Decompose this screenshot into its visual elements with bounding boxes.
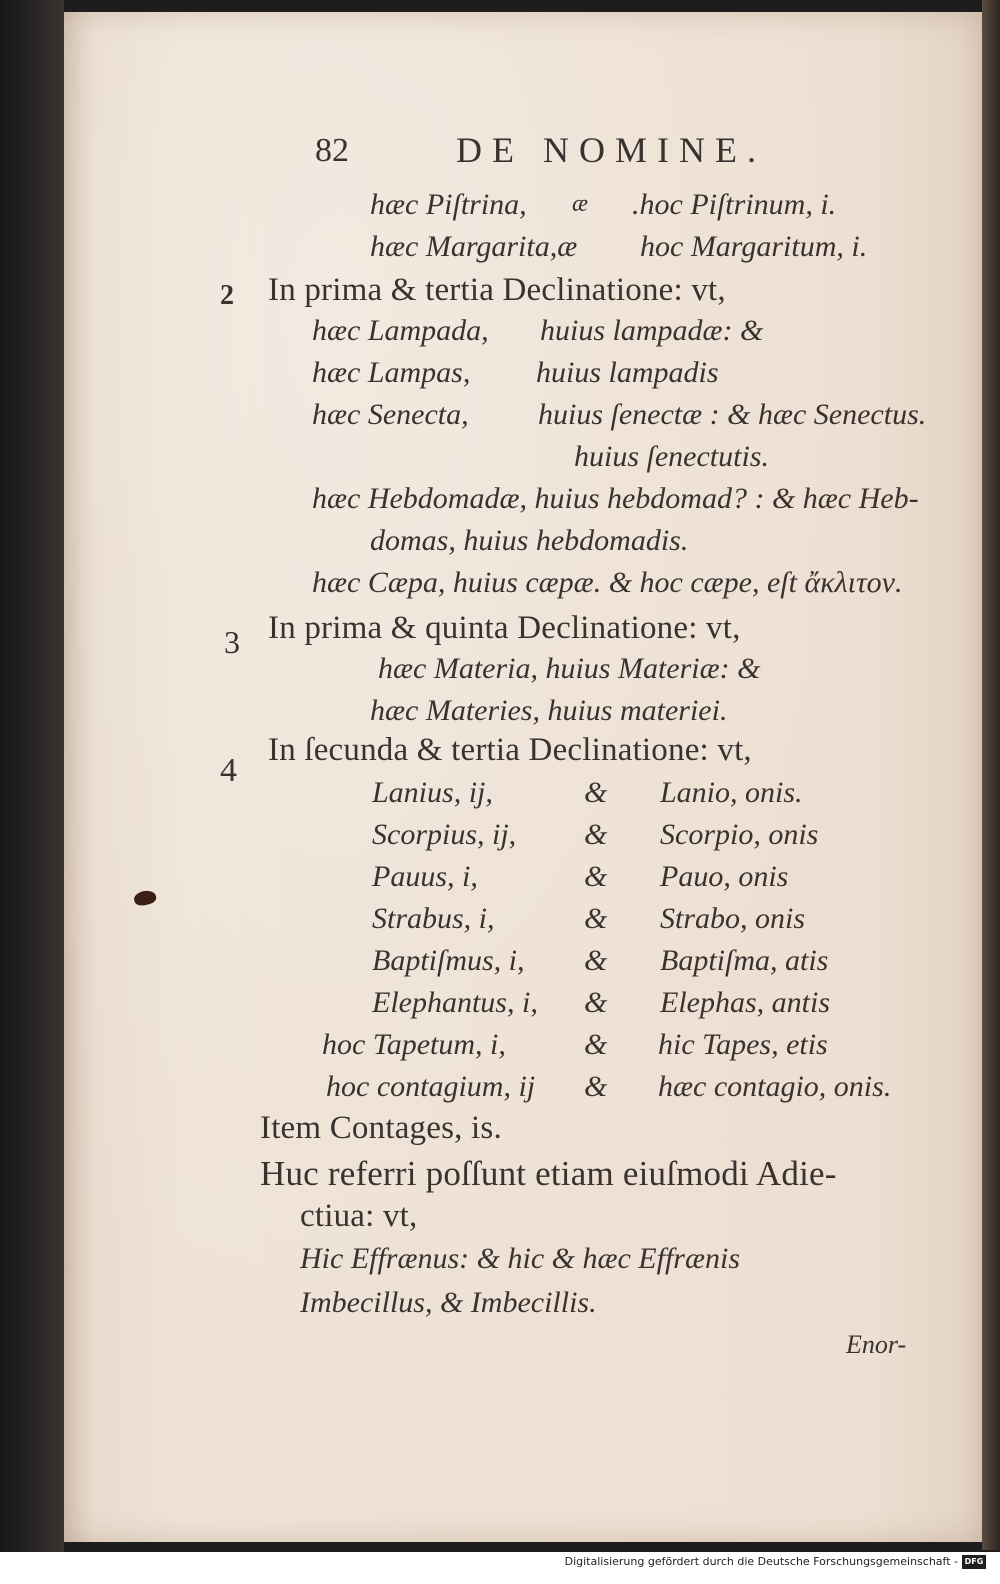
text-line: hæc Materies, huius materiei.: [370, 694, 728, 727]
text-line: .hoc Piſtrinum, i.: [632, 188, 837, 221]
table-cell: &: [584, 986, 608, 1019]
text-line: In ſecunda & tertia Declinatione: vt,: [268, 732, 752, 768]
catchword: Enor-: [846, 1330, 907, 1359]
table-cell: &: [584, 1070, 608, 1103]
table-cell: Pauus, i,: [372, 860, 478, 893]
table-cell: &: [584, 776, 608, 809]
page-number: 82: [315, 132, 349, 169]
text-line: domas, huius hebdomadis.: [370, 524, 689, 557]
table-cell: Baptiſmus, i,: [372, 944, 525, 977]
table-cell: &: [584, 902, 608, 935]
table-cell: Scorpio, onis: [660, 818, 819, 851]
text-line: In prima & quinta Declinatione: vt,: [268, 610, 741, 646]
table-cell: Elephas, antis: [660, 986, 830, 1019]
text-line: hæc Piſtrina,: [370, 188, 527, 221]
text-line: hæc Cæpa, huius cæpæ. & hoc cæpe, eſt ἄκλιτον.: [312, 566, 903, 599]
margin-number: 3: [224, 624, 240, 660]
table-cell: hoc contagium, ij: [326, 1070, 536, 1103]
table-cell: Scorpius, ij,: [372, 818, 517, 851]
text-line: hæc Hebdomadæ, huius hebdomad? : & hæc Heb-: [312, 482, 919, 515]
text-line: huius lampadis: [536, 356, 719, 389]
text-line: Huc referri poſſunt etiam eiuſmodi Adie-: [260, 1154, 837, 1193]
table-cell: Elephantus, i,: [372, 986, 538, 1019]
text-line: huius ſenectæ : & hæc Senectus.: [538, 398, 927, 431]
table-cell: Strabo, onis: [660, 902, 806, 935]
text-line: hoc Margaritum, i.: [640, 230, 868, 263]
margin-number: 2: [220, 280, 234, 311]
text-line: hæc Senecta,: [312, 398, 469, 431]
text-line: hæc Margarita,æ: [370, 230, 578, 263]
text-line: Hic Effrænus: & hic & hæc Effrænis: [300, 1242, 740, 1275]
table-cell: &: [584, 944, 608, 977]
table-cell: hæc contagio, onis.: [658, 1070, 892, 1103]
text-line: ctiua: vt,: [300, 1198, 418, 1234]
table-cell: hoc Tapetum, i,: [322, 1028, 506, 1061]
table-cell: Lanio, onis.: [660, 776, 803, 809]
table-cell: &: [584, 818, 608, 851]
table-cell: Lanius, ij,: [372, 776, 493, 809]
text-line: In prima & tertia Declinatione: vt,: [268, 272, 726, 308]
text-line: huius ſenectutis.: [574, 440, 769, 473]
text-line: æ: [572, 191, 589, 217]
margin-number: 4: [220, 752, 237, 789]
text-line: hæc Lampas,: [312, 356, 471, 389]
text-line: Item Contages, is.: [260, 1110, 502, 1146]
text-line: Imbecillus, & Imbecillis.: [300, 1286, 597, 1319]
book-spine: [0, 0, 64, 1584]
dfg-logo: DFG: [962, 1555, 986, 1569]
table-cell: &: [584, 1028, 608, 1061]
page-edge: [982, 0, 1000, 1550]
table-cell: Strabus, i,: [372, 902, 495, 935]
text-line: huius lampadæ: &: [540, 314, 764, 347]
table-cell: Pauo, onis: [660, 860, 789, 893]
footer-credit: Digitalisierung gefördert durch die Deutsche Forschungsgemeinschaft -: [564, 1555, 958, 1568]
book-page: [64, 12, 982, 1542]
table-cell: hic Tapes, etis: [658, 1028, 828, 1061]
running-title: DE NOMINE.: [456, 130, 766, 170]
table-cell: Baptiſma, atis: [660, 944, 829, 977]
table-cell: &: [584, 860, 608, 893]
text-line: hæc Materia, huius Materiæ: &: [378, 652, 761, 685]
text-line: hæc Lampada,: [312, 314, 489, 347]
